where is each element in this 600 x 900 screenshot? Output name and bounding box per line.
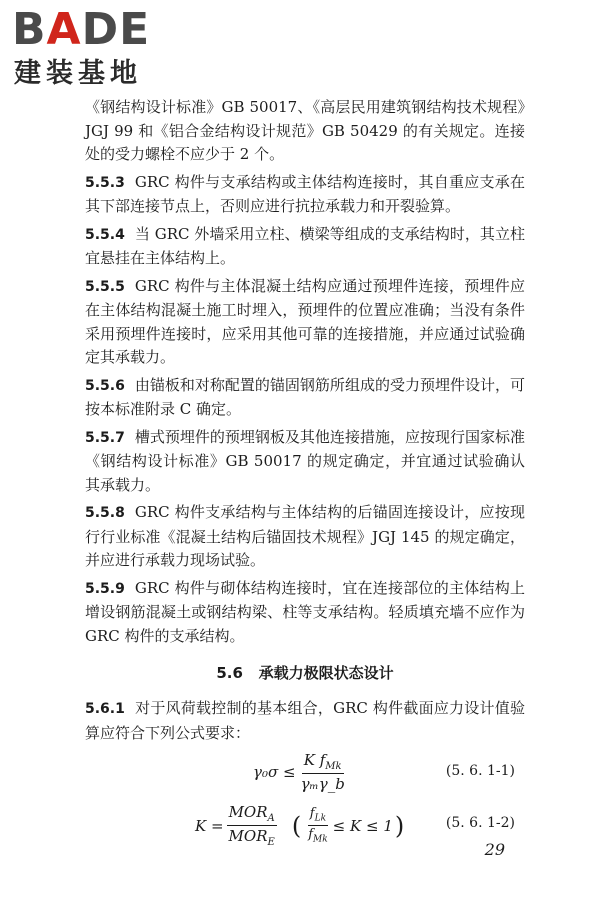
clause-5-5-7: 5.5.7 槽式预埋件的预埋钢板及其他连接措施，应按现行国家标准《钢结构设计标准》GB 50017 的规定确定，并宜通过试验确认其承载力。 <box>85 427 525 494</box>
formula1-label: (5. 6. 1-1) <box>445 763 515 779</box>
formula2-label: (5. 6. 1-2) <box>445 815 515 831</box>
section-title: 5.6 承载力极限状态设计 <box>216 664 394 682</box>
clause-5-5-9: 5.5.9 GRC 构件与砌体结构连接时，宜在连接部位的主体结构上增设钢筋混凝土或钢结构梁、柱等支承结构。轻质填充墙不应作为 GRC 构件的支承结构。 <box>85 578 525 645</box>
page-content <box>85 96 525 853</box>
formula2-condition-fraction: $\frac{f_{Lk}}{f_{Mk}}$ <box>308 806 328 845</box>
clause-5-5-8: 5.5.8 GRC 构件支承结构与主体结构的后锚固连接设计，应按现行行业标准《混凝土结构后锚固技术规程》JGJ 145 的规定确定，并应进行承载力现场试验。 <box>85 503 525 569</box>
bade-logo <box>12 4 182 94</box>
clause-5-6-1: 5.6.1 对于风荷载控制的基本组合，GRC 构件截面应力设计值验算应符合下列公式要求： <box>85 699 525 742</box>
formula-5-6-1-1 <box>85 751 525 797</box>
page-number: 29 <box>484 840 505 859</box>
clause-5-5-3: 5.5.3 GRC 构件与支承结构或主体结构连接时，其自重应支承在其下部连接节点上，否则应进行抗拉承载力和开裂验算。 <box>85 172 525 215</box>
formula2-condition: ≤ K ≤ 1 <box>332 816 393 835</box>
formula2-fraction: $\frac{MOR_A}{MOR_E}$ <box>228 803 275 848</box>
formula1-fraction: $\frac{K f_{Mk}}{\text{γₘγ\_b}}$ <box>300 751 345 793</box>
clause-5-5-5: 5.5.5 GRC 构件与主体混凝土结构应通过预埋件连接，预埋件应在主体结构混凝土施工时埋入，预埋件的位置应准确；当没有条件采用预埋件连接时，应采用其他可靠的连接措施，并应通过试验确定其承载力。 <box>85 276 525 366</box>
clause-5-5-6: 5.5.6 由锚板和对称配置的锚固钢筋所组成的受力预埋件设计，可按本标准附录 C 确定。 <box>85 375 525 418</box>
formula2-lhs: K = <box>195 816 224 835</box>
formula-5-6-1-2: K = $\frac{MOR_A}{MOR_E}$ ( $\frac{f_{Lk}}{f_{Mk}}$ ≤ K ≤ 1 ) (5. 6. 1-2) <box>195 803 515 848</box>
formula1-lhs: γ₀σ ≤ <box>253 763 296 781</box>
logo-en-text: BADE <box>12 4 151 55</box>
clause-5-5-4: 5.5.4 当 GRC 外墙采用立柱、横梁等组成的支承结构时，其立柱宜悬挂在主体结构上。 <box>85 224 525 267</box>
logo-cn-text: 建装基地 <box>14 58 142 89</box>
paragraph-continued: 《钢结构设计标准》GB 50017、《高层民用建筑钢结构技术规程》JGJ 99 和《铝合金结构设计规范》GB 50429 的有关规定。连接处的受力螺栓不应少于 2 个。 <box>85 98 525 163</box>
